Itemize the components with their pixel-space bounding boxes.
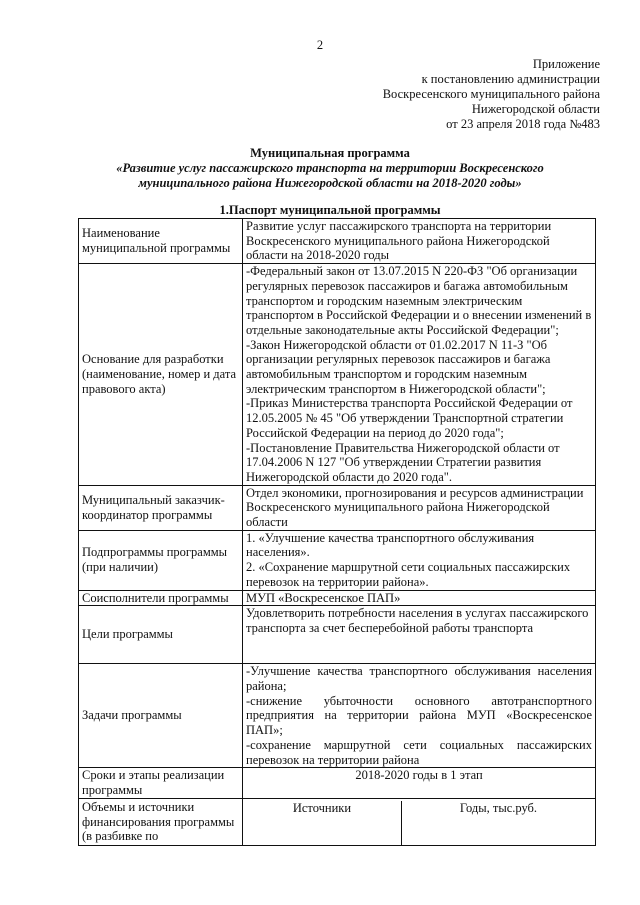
row-value-tasks — [243, 664, 596, 768]
row-value-name: Развитие услуг пассажирского транспорта на территории Воскресенского муниципального района Нижегородской области на 2018-2020 годы — [243, 219, 596, 264]
row-value-customer: Отдел экономики, прогнозирования и ресурсов администрации Воскресенского муниципального района Нижегородской области — [243, 485, 596, 530]
row-value-goals: Удовлетворить потребности населения в услугах пассажирского транспорта за счет бесперебойной работы транспорта — [243, 606, 596, 664]
page-number: 2 — [316, 38, 324, 52]
appendix-line: Воскресенского муниципального района — [382, 87, 600, 101]
subprogram-item: 1. «Улучшение качества транспортного обслуживания населения». — [246, 530, 535, 560]
passport-table — [78, 218, 596, 846]
basis-item: -Приказ Министерства транспорта Российской Федерации от 12.05.2005 № 45 "Об утверждении Транспортной стратегии Российской Федерации на период до 2020 года"; — [246, 396, 573, 440]
table-row — [79, 264, 596, 486]
table-row — [79, 590, 596, 606]
table-row — [79, 798, 596, 846]
title-line-3: муниципального района Нижегородской области на 2018-2020 годы» — [138, 176, 522, 190]
title-line-2: «Развитие услуг пассажирского транспорта на территории Воскресенского — [116, 161, 544, 175]
row-value-basis — [243, 264, 596, 486]
table-row — [79, 606, 596, 664]
basis-item: -Постановление Правительства Нижегородской области от 17.04.2006 N 127 "Об утверждении Стратегии развития Нижегородской области до 2020 года". — [246, 440, 560, 484]
funding-col-sources: Источники — [292, 800, 352, 815]
row-label-basis: Основание для разработки (наименование, номер и дата правового акта) — [79, 264, 243, 486]
appendix-line: от 23 апреля 2018 года №483 — [446, 117, 600, 131]
row-value-terms: 2018-2020 годы в 1 этап — [243, 768, 596, 798]
funding-cell — [243, 815, 401, 845]
section-heading: 1.Паспорт муниципальной программы — [219, 203, 441, 217]
subprogram-item: 2. «Сохранение маршрутной сети социальных пассажирских перевозок на территории района». — [246, 560, 571, 589]
title-line-1: Муниципальная программа — [250, 146, 410, 160]
row-value-coexecutors: МУП «Воскресенское ПАП» — [243, 590, 596, 606]
row-label-name: Наименование муниципальной программы — [79, 219, 243, 264]
appendix-line: Нижегородской области — [471, 102, 600, 116]
row-label-goals: Цели программы — [79, 606, 243, 664]
row-label-customer: Муниципальный заказчик-координатор программы — [79, 485, 243, 530]
row-label-coexecutors: Соисполнители программы — [79, 590, 243, 606]
table-row — [79, 768, 596, 798]
table-row — [79, 664, 596, 768]
row-value-funding — [243, 798, 596, 846]
row-label-terms: Сроки и этапы реализации программы — [79, 768, 243, 798]
funding-header-row — [243, 801, 595, 816]
task-item: -сохранение маршрутной сети социальных пассажирских перевозок на территории района — [246, 737, 592, 767]
appendix-block — [383, 57, 600, 132]
row-value-subprograms — [243, 530, 596, 590]
funding-subtable — [243, 801, 595, 846]
table-row — [79, 530, 596, 590]
task-item: -снижение убыточности основного автотранспортного предприятия на территории района МУП «Воскресенское ПАП»; — [246, 693, 592, 738]
funding-empty-row — [243, 815, 595, 845]
table-row — [79, 219, 596, 264]
basis-item: -Закон Нижегородской области от 01.02.2017 N 11-З "Об организации регулярных перевозок пассажиров и багажа автомобильным транспортом и городским наземным электрическим транспортом в Нижегородской области"; — [246, 337, 551, 396]
table-row — [79, 485, 596, 530]
program-title — [80, 146, 580, 191]
row-label-subprograms: Подпрограммы программы (при наличии) — [79, 530, 243, 590]
basis-item: -Федеральный закон от 13.07.2015 N 220-ФЗ "Об организации регулярных перевозок пассажиров и багажа автомобильным транспортом и городским наземным электрическим транспортом в Российской Федерации и о внесении изменений в отдельные законодательные акты Российской Федерации"; — [246, 264, 592, 337]
task-item: -Улучшение качества транспортного обслуживания населения района; — [246, 664, 592, 693]
row-label-funding: Объемы и источники финансирования программы (в разбивке по — [79, 798, 243, 846]
funding-col-years: Годы, тыс.руб. — [401, 801, 595, 816]
appendix-line: к постановлению администрации — [421, 72, 600, 86]
row-label-tasks: Задачи программы — [79, 664, 243, 768]
appendix-line: Приложение — [532, 57, 600, 71]
funding-cell — [401, 815, 595, 845]
